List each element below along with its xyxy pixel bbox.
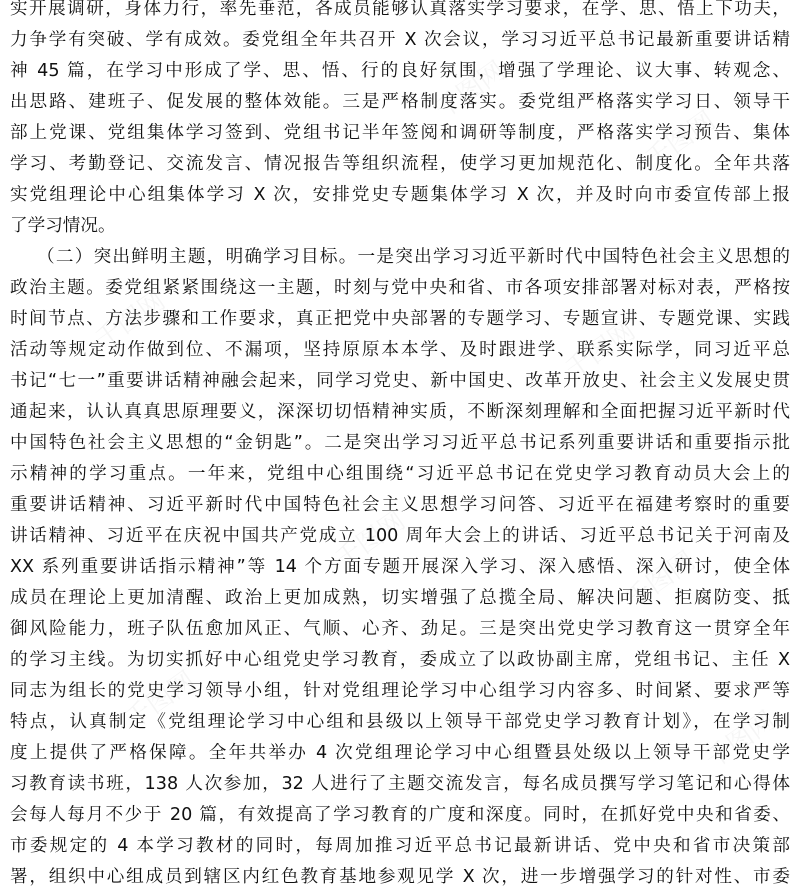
text-line: 实党组理论中心组集体学习 X 次，安排党史专题集体学习 X 次，并及时向市委宣传部上报 [10,185,790,205]
text-line: 成员在理论上更加清醒、政治上更加成熟，切实增强了总揽全局、解决问题、拒腐防变、抵 [10,588,790,608]
text-line: 活动等规定动作做到位、不漏项，坚持原原本本学、及时跟进学、联系实际学，同习近平总 [10,340,790,360]
text-line: 会每人每月不少于 20 篇，有效提高了学习教育的广度和深度。同时，在抓好党中央和省委、 [10,805,790,825]
text-line: 特点，认真制定《党组理论学习中心组和县级以上领导干部党史学习教育计划》，在学习制 [10,712,790,732]
text-line: 时间节点、方法步骤和工作要求，真正把党中央部署的专题学习、专题宣讲、专题党课、实践 [10,309,790,329]
text-line: 示精神的学习重点。一年来，党组中心组围绕“习近平总书记在党史学习教育动员大会上的 [10,464,790,484]
text-line: 出思路、建班子、促发展的整体效能。三是严格制度落实。委党组严格落实学习日、领导干 [10,92,790,112]
text-line: 实开展调研，身体力行，率先垂范，各成员能够认真落实学习要求，在学、思、悟上下功夫， [10,0,790,19]
text-line: 通起来，认认真真思原理要义，深深切切悟精神实质，不断深刻理解和全面把握习近平新时代 [10,402,790,422]
text-line: 讲话精神、习近平在庆祝中国共产党成立 100 周年大会上的讲话、习近平总书记关于河南及 [10,526,790,546]
text-line: 学习、考勤登记、交流发言、情况报告等组织流程，使学习更加规范化、制度化。全年共落 [10,154,790,174]
text-line: 神 45 篇，在学习中形成了学、思、悟、行的良好氛围，增强了学理论、议大事、转观念、 [10,61,790,81]
text-line: 同志为组长的党史学习领导小组，针对党组理论学习中心组学习内容多、时间紧、要求严等 [10,681,790,701]
text-line: XX 系列重要讲话指示精神”等 14 个方面专题开展深入学习、深入感悟、深入研讨，使全体 [10,557,790,577]
text-line: 御风险能力，班子队伍愈加风正、气顺、心齐、劲足。三是突出党史学习教育这一贯穿全年 [10,619,790,639]
text-line: 度上提供了严格保障。全年共举办 4 次党组理论学习中心组暨县处级以上领导干部党史学 [10,743,790,763]
text-line: 政治主题。委党组紧紧围绕这一主题，时刻与党中央和省、市各项安排部署对标对表，严格按 [10,278,790,298]
text-line: （二）突出鲜明主题，明确学习目标。一是突出学习习近平新时代中国特色社会主义思想的 [37,247,790,267]
text-line: 部上党课、党组集体学习签到、党组书记半年签阅和调研等制度，严格落实学习预告、集体 [10,123,790,143]
text-line: 市委规定的 4 本学习教材的同时，每周加推习近平总书记最新讲话、党中央和省市决策部 [10,836,790,856]
text-line: 习教育读书班，138 人次参加，32 人进行了主题交流发言，每名成员撰写学习笔记和心得体 [10,774,790,794]
text-line: 署，组织中心组成员到辖区内红色教育基地参观见学 X 次，进一步增强学习的针对性、市委 [10,867,790,887]
text-line: 书记“七一”重要讲话精神融会起来，同学习党史、新中国史、改革开放史、社会主义发展史贯 [10,371,790,391]
text-line: 力争学有突破、学有成效。委党组全年共召开 X 次会议，学习习近平总书记最新重要讲话精 [10,30,790,50]
text-line: 了学习情况。 [10,216,116,236]
text-line: 重要讲话精神、习近平新时代中国特色社会主义思想学习问答、习近平在福建考察时的重要 [10,495,790,515]
text-line: 的学习主线。为切实抓好中心组党史学习教育，委成立了以政协副主席，党组书记、主任 X [10,650,790,670]
text-line: 中国特色社会主义思想的“金钥匙”。二是突出学习习近平总书记系列重要讲话和重要指示批 [10,433,790,453]
